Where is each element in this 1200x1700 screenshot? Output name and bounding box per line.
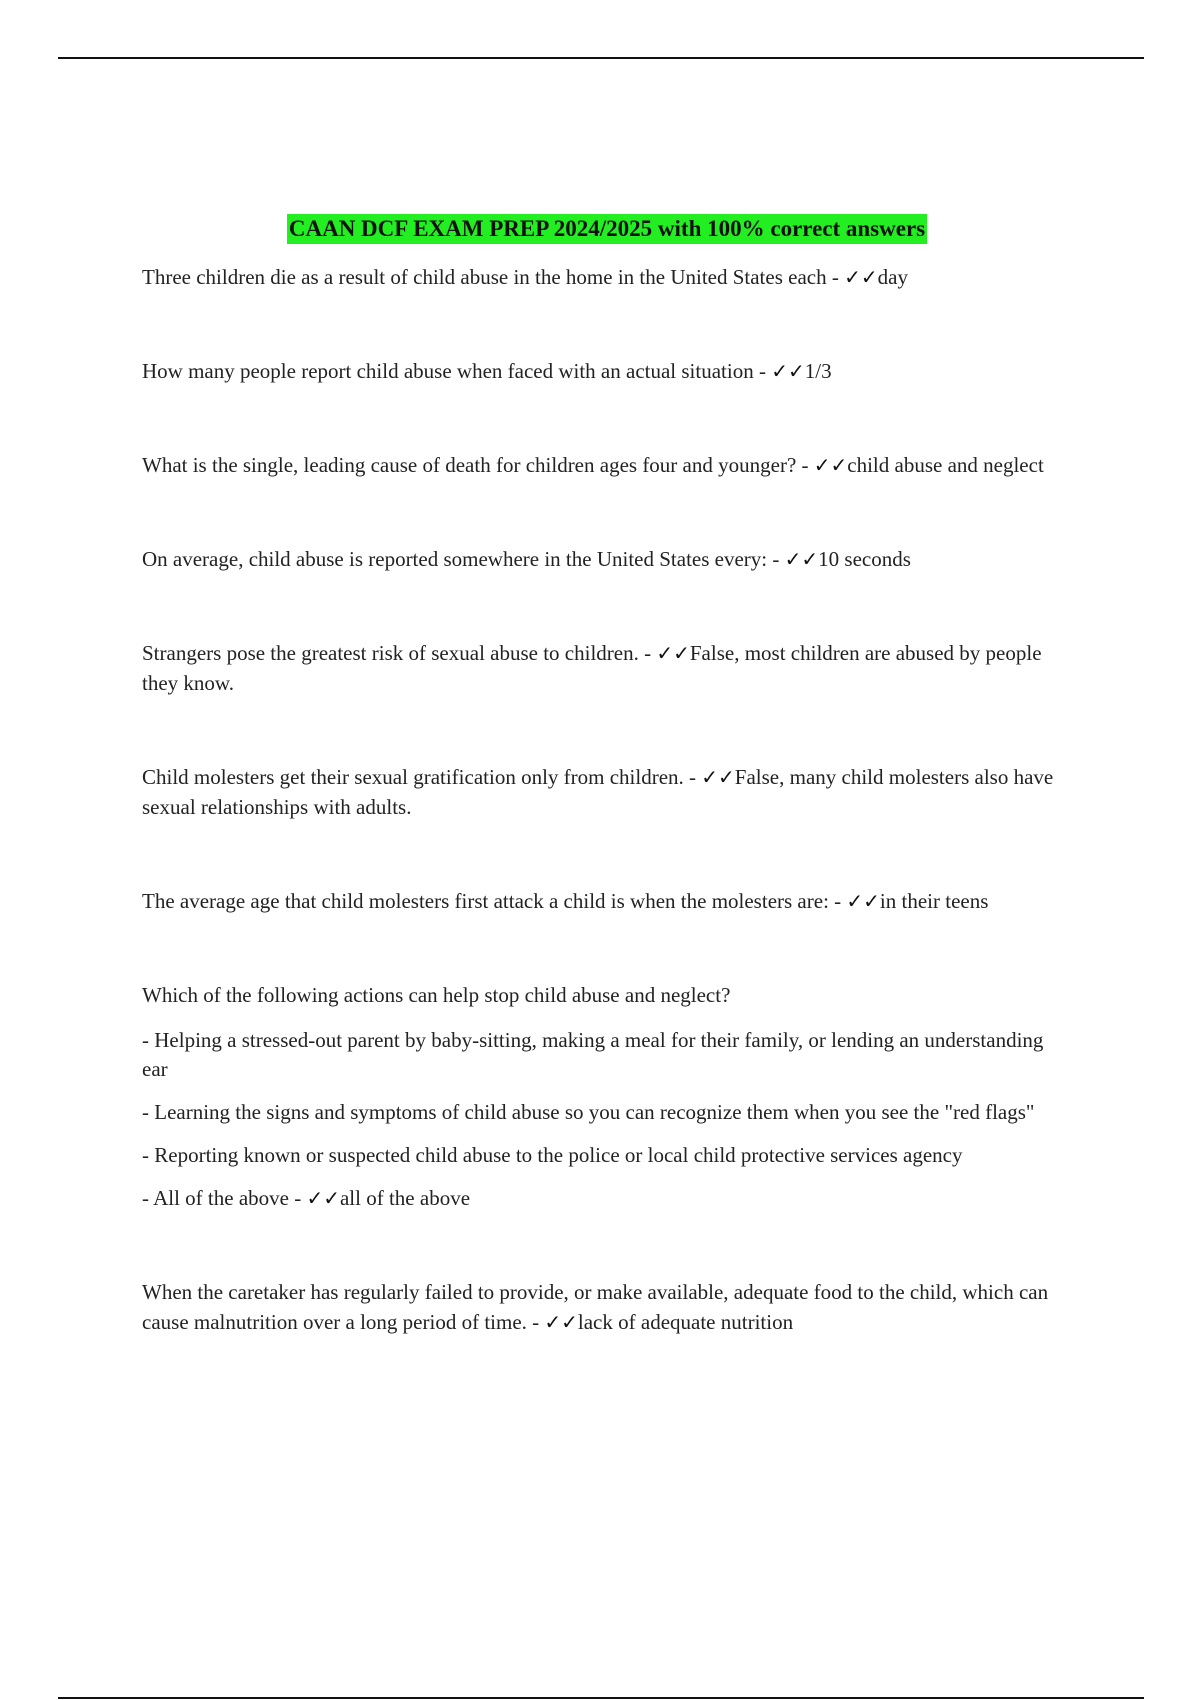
separator: - xyxy=(638,641,657,665)
separator: - xyxy=(796,453,814,477)
question-text: On average, child abuse is reported somewhere in the United States every: xyxy=(142,547,768,571)
double-check-icon: ✓✓ xyxy=(701,765,735,789)
question-text: Strangers pose the greatest risk of sexual abuse to children. xyxy=(142,641,639,665)
question-text: Child molesters get their sexual gratification only from children. xyxy=(142,765,684,789)
double-check-icon: ✓✓ xyxy=(306,1186,340,1210)
qa-item xyxy=(142,262,1072,292)
document-title: CAAN DCF EXAM PREP 2024/2025 with 100% correct answers xyxy=(287,214,927,244)
answer-text: 10 seconds xyxy=(818,547,911,571)
choice-option-text: - All of the above xyxy=(142,1186,289,1210)
double-check-icon: ✓✓ xyxy=(846,889,880,913)
question-text: When the caretaker has regularly failed to provide, or make available, adequate food to the child, which can cause malnutrition over a long period of time. xyxy=(142,1280,1049,1334)
answer-text: all of the above xyxy=(339,1186,471,1210)
choice-option: - Reporting known or suspected child abuse to the police or local child protective services agency xyxy=(142,1143,963,1167)
separator: - xyxy=(683,765,702,789)
qa-item xyxy=(142,762,1072,822)
qa-item xyxy=(142,886,1072,916)
bottom-rule xyxy=(58,1697,1144,1699)
qa-item xyxy=(142,544,1072,574)
question-text: The average age that child molesters first attack a child is when the molesters are: xyxy=(142,889,829,913)
separator: - xyxy=(526,1310,545,1334)
qa-item xyxy=(142,638,1072,698)
double-check-icon: ✓✓ xyxy=(656,641,690,665)
question-text: Three children die as a result of child abuse in the home in the United States each xyxy=(142,265,827,289)
document-body xyxy=(142,214,1072,1337)
separator: - xyxy=(826,265,845,289)
top-rule xyxy=(58,57,1144,59)
double-check-icon: ✓✓ xyxy=(784,547,819,571)
separator: - xyxy=(753,359,772,383)
answer-text: 1/3 xyxy=(804,359,832,383)
double-check-icon: ✓✓ xyxy=(771,359,805,383)
answer-text: lack of adequate nutrition xyxy=(577,1310,794,1334)
answer-text: child abuse and neglect xyxy=(847,453,1044,477)
double-check-icon: ✓✓ xyxy=(844,265,878,289)
question-text: How many people report child abuse when faced with an actual situation xyxy=(142,359,754,383)
qa-item xyxy=(142,1277,1072,1337)
double-check-icon: ✓✓ xyxy=(813,453,848,477)
separator: - xyxy=(828,889,847,913)
qa-item-multiple-choice xyxy=(142,980,1072,1213)
question-text: What is the single, leading cause of death for children ages four and younger? xyxy=(142,453,797,477)
answer-text: in their teens xyxy=(879,889,989,913)
double-check-icon: ✓✓ xyxy=(544,1310,578,1334)
qa-item xyxy=(142,356,1072,386)
choice-option: - Learning the signs and symptoms of child abuse so you can recognize them when you see the "red flags" xyxy=(142,1100,1035,1124)
title-wrap xyxy=(142,214,1072,244)
choice-option: - Helping a stressed-out parent by baby-sitting, making a meal for their family, or lending an understanding ear xyxy=(142,1028,1044,1081)
separator: - xyxy=(767,547,785,571)
answer-text: False, many child molesters also have sexual relationships with adults. xyxy=(142,765,1054,819)
question-text: Which of the following actions can help stop child abuse and neglect? xyxy=(142,983,731,1007)
choice-option-answer xyxy=(142,1184,1072,1213)
answer-text: day xyxy=(877,265,908,289)
separator: - xyxy=(288,1186,307,1210)
answer-text: False, most children are abused by people they know. xyxy=(142,641,1042,695)
qa-item xyxy=(142,450,1072,480)
